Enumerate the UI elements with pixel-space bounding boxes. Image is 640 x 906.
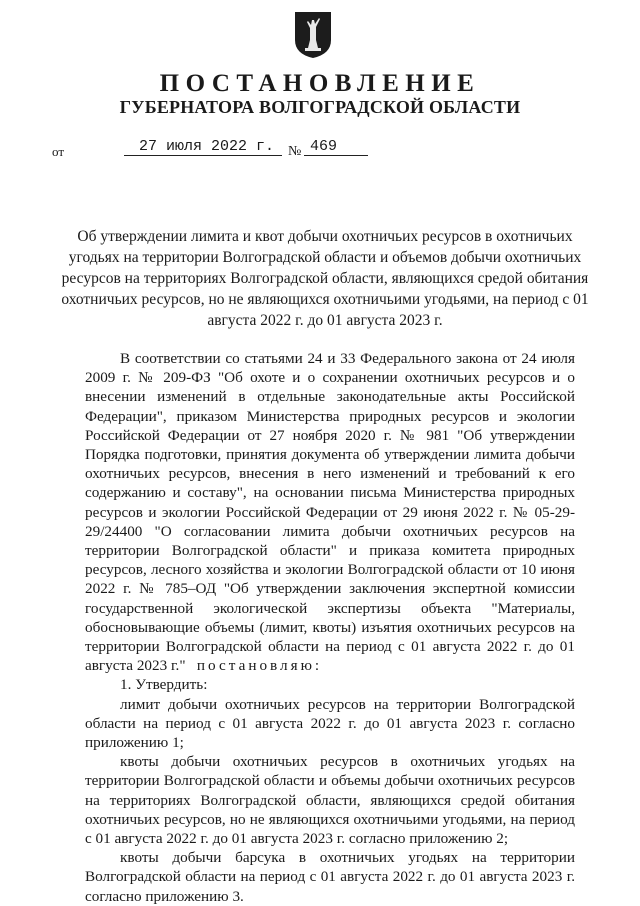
resolve-word: постановляю: bbox=[196, 657, 323, 675]
date-field: 27 июля 2022 г. bbox=[124, 138, 282, 156]
registration-line bbox=[52, 138, 372, 160]
preamble-paragraph bbox=[85, 349, 575, 675]
document-title: Об утверждении лимита и квот добычи охотничьих ресурсов в охотничьих угодьях на территории Волгоградской области и объемов добычи охотничьих ресурсов на территориях Волгоградской области, являющихся средой обитания охотничьих ресурсов, но не являющихся охотничьими угодьями, на период с 01 августа 2022 г. до 01 августа 2023 г. bbox=[61, 228, 589, 329]
coat-of-arms-emblem bbox=[293, 10, 333, 60]
document-type-heading: ПОСТАНОВЛЕНИЕ bbox=[159, 70, 481, 97]
preamble-text: В соответствии со статьями 24 и 33 Федерального закона от 24 июля 2009 г. № 209-ФЗ "Об охоте и о сохранении охотничьих ресурсов и о внесении изменений в отдельные законодательные акты Российской Федерации", приказом Министерства природных ресурсов и экологии Российской Федерации от 27 ноября 2020 г. № 981 "Об утверждении Порядка подготовки, принятия документа об утверждении лимита добычи охотничьих ресурсов, внесения в него изменений и требований к его содержанию и составу", на основании письма Министерства природных ресурсов и экологии Российской Федерации от 29 июня 2022 г. № 05-29-29/24400 "О согласовании лимита добычи охотничьих ресурсов на территории Волгоградской области" и приказа комитета природных ресурсов, лесного хозяйства и экологии Волгоградской области от 10 июня 2022 г. № 785–ОД "Об утверждении заключения экспертной комиссии государственной экологической экспертизы объекта "Материалы, обосновывающие объемы (лимит, квоты) изъятия охотничьих ресурсов на территории Волгоградской области на период с 01 августа 2022 г. до 01 августа 2023 г." bbox=[85, 350, 575, 675]
number-label: № bbox=[288, 144, 302, 159]
subitem-badger-quotas: квоты добычи барсука в охотничьих угодьях на территории Волгоградской области на период с 01 августа 2022 г. до 01 августа 2023 г. согласно приложению 3. bbox=[85, 849, 575, 905]
issuer-heading: ГУБЕРНАТОРА ВОЛГОГРАДСКОЙ ОБЛАСТИ bbox=[119, 97, 521, 117]
number-field: 469 bbox=[304, 138, 368, 156]
date-label: от bbox=[52, 144, 65, 159]
subitem-quotas: квоты добычи охотничьих ресурсов в охотничьих угодьях на территории Волгоградской области и объемы добычи охотничьих ресурсов на территориях Волгоградской области, являющихся средой обитания охотничьих ресурсов, но не являющихся охотничьими угодьями, на период с 01 августа 2022 г. до 01 августа 2023 г. согласно приложению 2; bbox=[85, 753, 575, 848]
item-1: 1. Утвердить: bbox=[120, 676, 208, 694]
subitem-limit: лимит добычи охотничьих ресурсов на территории Волгоградской области на период с 01 августа 2022 г. до 01 августа 2023 г. согласно приложению 1; bbox=[85, 695, 575, 752]
document-body bbox=[85, 349, 575, 906]
